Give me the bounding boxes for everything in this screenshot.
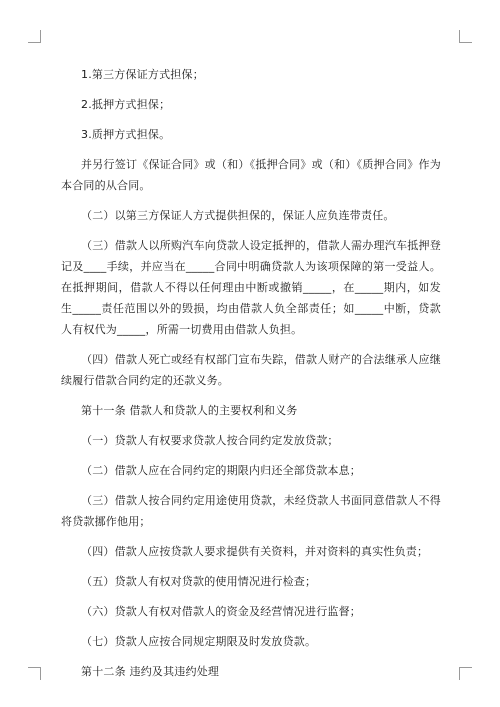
article-11-heading: 第十一条 借款人和贷款人的主要权利和义务 xyxy=(81,404,298,417)
crop-mark-top-left xyxy=(28,30,41,43)
article-11-item-7: （七）贷款人应按合同规定期限及时发放贷款。 xyxy=(81,635,317,648)
crop-mark-bottom-left xyxy=(28,667,41,680)
paragraph-ancillary-contracts: 并另行签订《保证合同》或（和）《抵押合同》或（和）《质押合同》作为本合同的从合同。 xyxy=(61,158,441,192)
paragraph-clause-2: （二）以第三方保证人方式提供担保的，保证人应负连带责任。 xyxy=(81,209,395,222)
list-item-guarantee: 1.第三方保证方式担保； xyxy=(81,68,204,81)
list-item-pledge: 3.质押方式担保。 xyxy=(81,128,171,141)
article-11-item-2: （二）借款人应在合同约定的期限内归还全部贷款本息； xyxy=(81,464,361,477)
article-12-heading: 第十二条 违约及其违约处理 xyxy=(81,665,220,678)
list-item-mortgage: 2.抵押方式担保； xyxy=(81,98,171,111)
paragraph-clause-3: （三）借款人以所购汽车向贷款人设定抵押的，借款人需办理汽车抵押登记及____手续，并应当在_____合同中明确贷款人为该项保障的第一受益人。在抵押期间，借款人不得以任何理由中断或撤销_____，在_____期内，如发生_____责任范围以外的毁损，均由借款人负全部责任；如_____中断，贷款人有权代为_____，所需一切费用由借款人负担。 xyxy=(61,239,441,336)
article-11-item-1: （一）贷款人有权要求贷款人按合同约定发放贷款； xyxy=(81,434,339,447)
article-11-item-3: （三）借款人按合同约定用途使用贷款，未经贷款人书面同意借款人不得将贷款挪作他用； xyxy=(61,494,441,528)
document-body xyxy=(61,64,441,691)
article-11-item-5: （五）贷款人有权对贷款的使用情况进行检查； xyxy=(81,575,317,588)
crop-mark-top-right xyxy=(459,30,472,43)
article-11-item-6: （六）贷款人有权对借款人的资金及经营情况进行监督； xyxy=(81,605,361,618)
paragraph-clause-4: （四）借款人死亡或经有权部门宣布失踪，借款人财产的合法继承人应继续履行借款合同约定的还款义务。 xyxy=(61,353,441,387)
crop-mark-bottom-right xyxy=(459,667,472,680)
article-11-item-4: （四）借款人应按贷款人要求提供有关资料，并对资料的真实性负责； xyxy=(81,545,429,558)
